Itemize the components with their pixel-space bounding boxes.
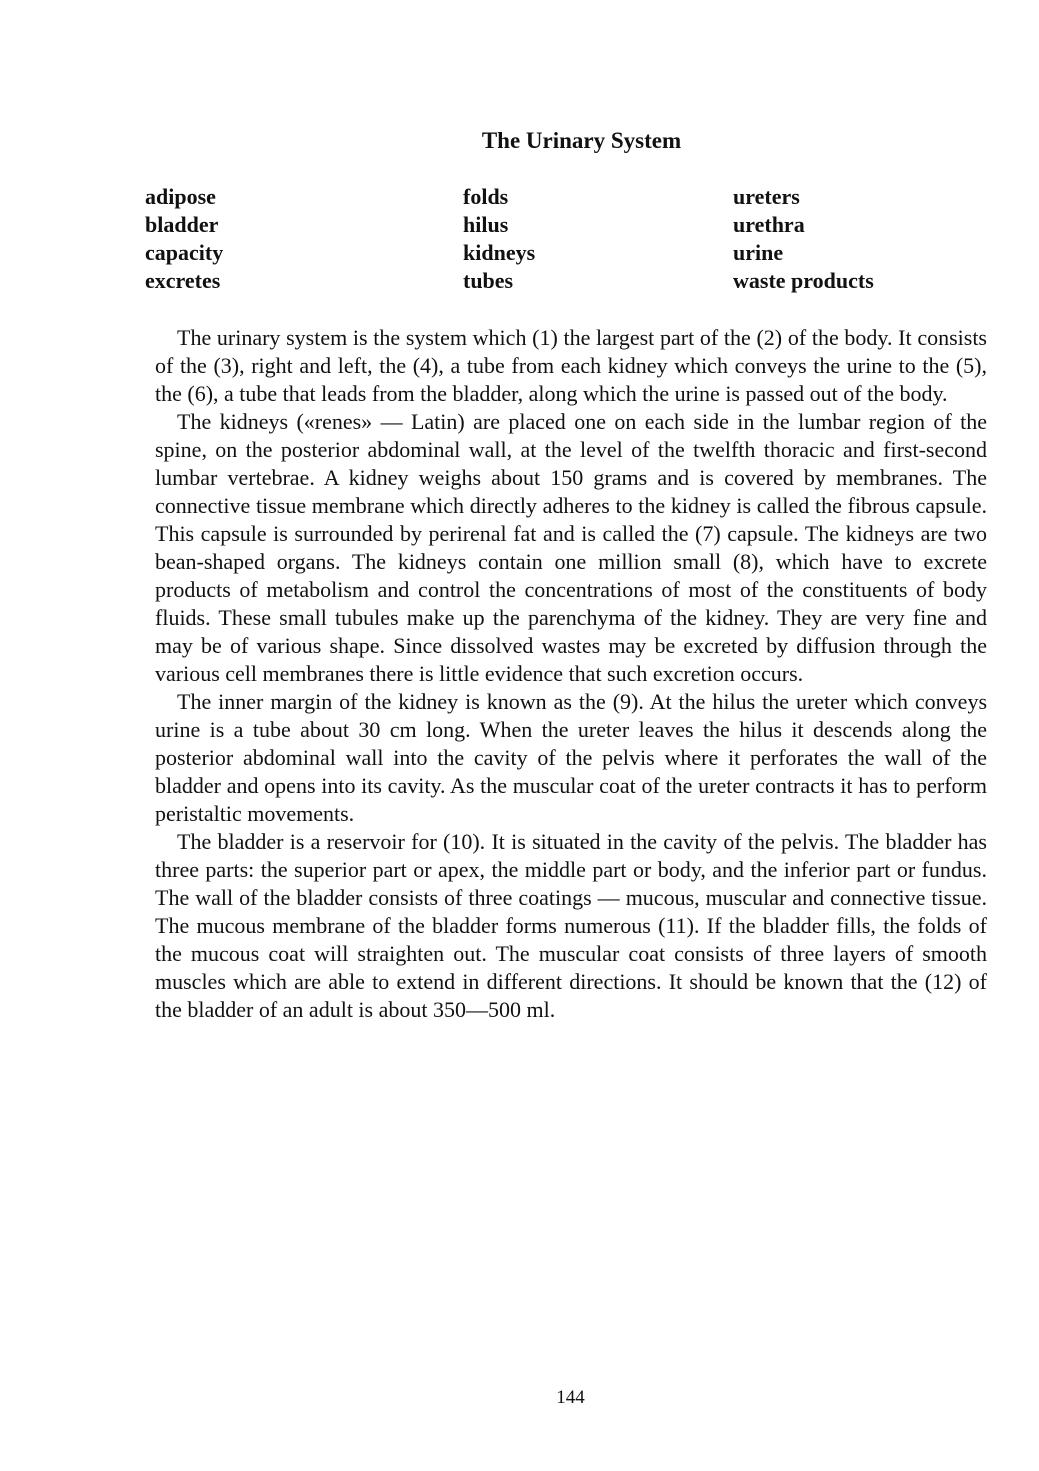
vocabulary-word: capacity <box>145 240 224 265</box>
vocabulary-word: tubes <box>463 268 514 293</box>
vocabulary-column-2 <box>463 183 535 295</box>
paragraph: The inner margin of the kidney is known as the (9). At the hilus the ureter which conveys urine is a tube about 30 cm long. When the ureter leaves the hilus it descends along the posterior abdominal wall into the cavity of the pelvis where it perforates the wall of the bladder and opens into its cavity. As the muscular coat of the ureter contracts it has to perform peristaltic movements. <box>155 689 987 826</box>
vocabulary-word: kidneys <box>463 240 536 265</box>
page-number: 144 <box>556 1387 585 1408</box>
vocabulary-word: hilus <box>463 212 509 237</box>
vocabulary-word: excretes <box>145 268 221 293</box>
vocabulary-word: bladder <box>145 212 219 237</box>
paragraph: The bladder is a reservoir for (10). It is situated in the cavity of the pelvis. The bladder has three parts: the superior part or apex, the middle part or body, and the inferior part or fundus. The wall of the bladder consists of three coatings — mucous, muscular and connective tissue. The mucous membrane of the bladder forms numerous (11). If the bladder fills, the folds of the mucous coat will straighten out. The muscular coat consists of three layers of smooth muscles which are able to extend in different directions. It should be known that the (12) of the bladder of an adult is about 350—500 ml. <box>155 829 987 1022</box>
vocabulary-word: urine <box>733 240 784 265</box>
vocabulary-word: waste products <box>733 268 874 293</box>
paragraph: The kidneys («renes» — Latin) are placed one on each side in the lumbar region of the spine, on the posterior abdominal wall, at the level of the twelfth thoracic and first-second lumbar vertebrae. A kidney weighs about 150 grams and is covered by membranes. The connective tissue membrane which directly adheres to the kidney is called the fibrous capsule. This capsule is surrounded by perirenal fat and is called the (7) capsule. The kidneys are two bean-shaped organs. The kidneys contain one million small (8), which have to excrete products of metabolism and control the concentrations of most of the constituents of body fluids. These small tubules make up the parenchyma of the kidney. They are very fine and may be of various shape. Since dissolved wastes may be excreted by diffusion through the various cell membranes there is little evidence that such excretion occurs. <box>155 409 987 686</box>
vocabulary-column-3 <box>733 183 874 295</box>
vocabulary-word: ureters <box>733 184 800 209</box>
body-text <box>155 324 987 1024</box>
vocabulary-word: adipose <box>145 184 216 209</box>
vocabulary-list <box>145 183 945 303</box>
paragraph: The urinary system is the system which (1) the largest part of the (2) of the body. It consists of the (3), right and left, the (4), a tube from each kidney which conveys the urine to the (5), the (6), a tube that leads from the bladder, along which the urine is passed out of the body. <box>155 325 987 406</box>
vocabulary-word: folds <box>463 184 509 209</box>
vocabulary-column-1 <box>145 183 223 295</box>
page-title: The Urinary System <box>481 128 682 153</box>
vocabulary-word: urethra <box>733 212 805 237</box>
